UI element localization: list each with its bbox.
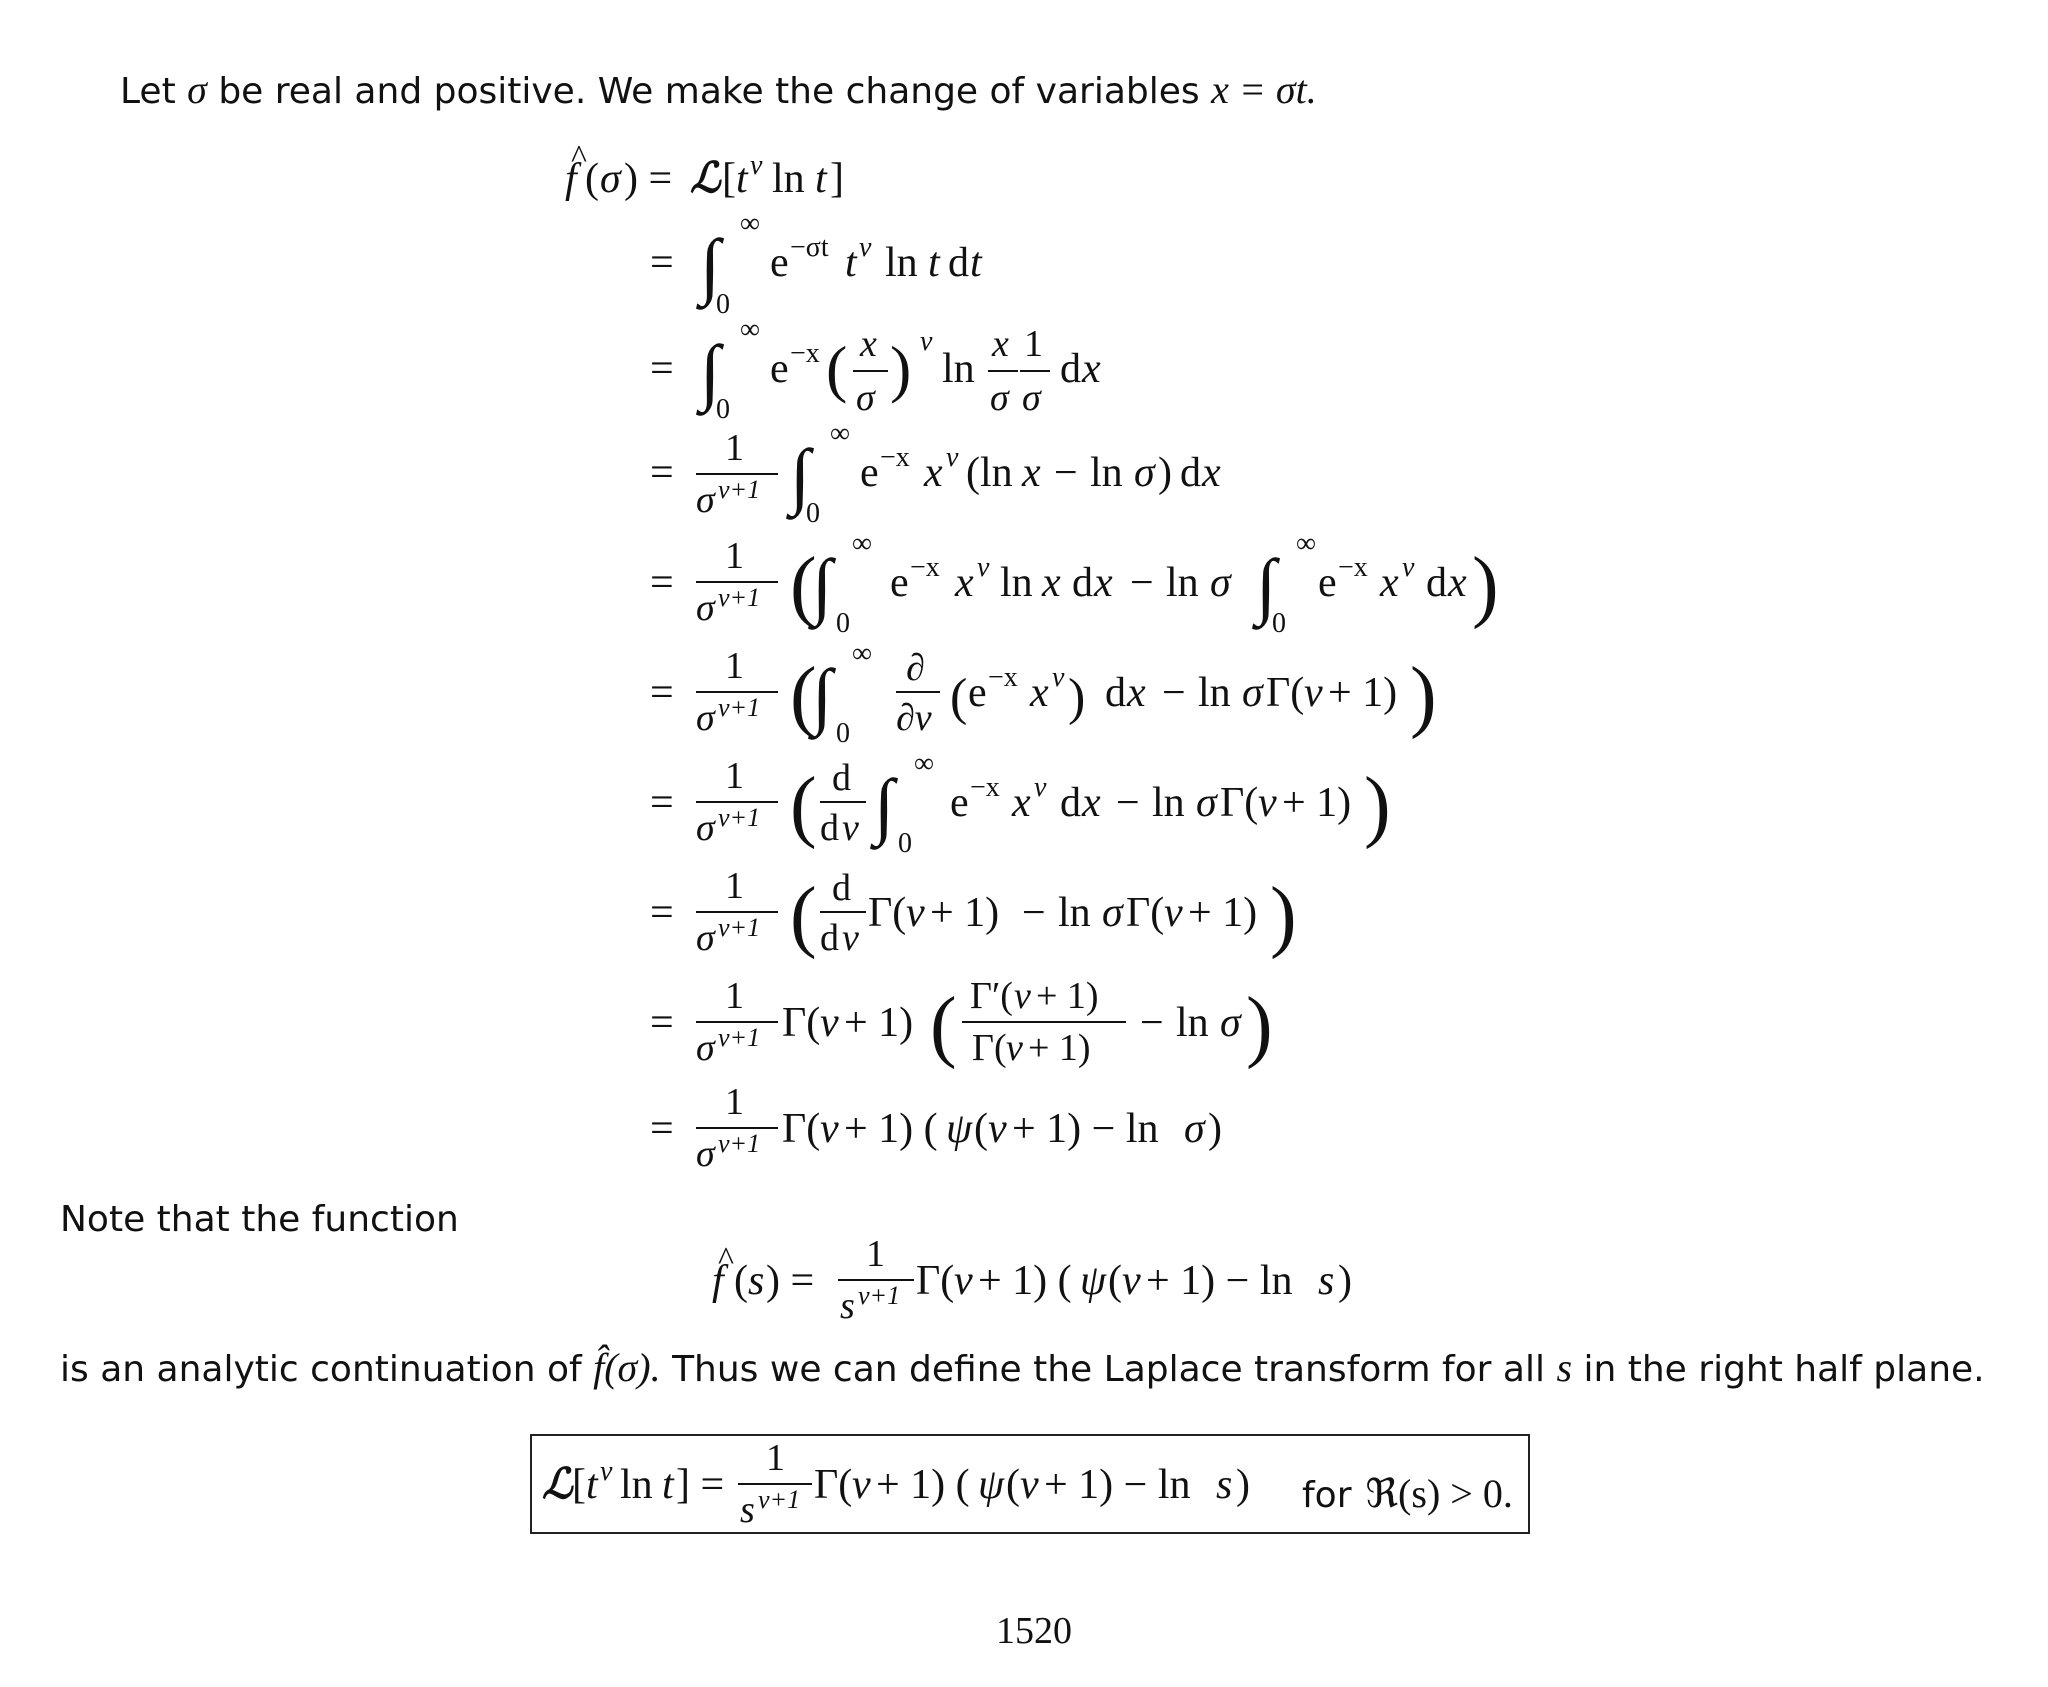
- svg-text:∫: ∫: [790, 435, 811, 517]
- svg-text:σ: σ: [1022, 377, 1041, 419]
- svg-text:1: 1: [725, 427, 744, 469]
- svg-text:−: −: [1116, 780, 1140, 826]
- svg-text:σ: σ: [696, 1133, 715, 1175]
- svg-text:): ): [1364, 762, 1391, 850]
- continuation-line: [60, 1345, 1985, 1390]
- svg-text:∫: ∫: [700, 225, 721, 307]
- svg-text:ν: ν: [920, 326, 933, 357]
- svg-text:] =: ] =: [676, 1462, 725, 1508]
- svg-text:ν: ν: [906, 890, 925, 936]
- svg-text:1: 1: [1024, 323, 1043, 365]
- continuation-before: is an analytic continuation of: [60, 1349, 582, 1390]
- svg-text:ψ: ψ: [946, 1106, 973, 1152]
- svg-text:0: 0: [836, 608, 850, 639]
- svg-text:σ: σ: [1134, 450, 1155, 496]
- continuation-after-a: Thus we can define the Laplace transform for all: [672, 1349, 1545, 1390]
- svg-text:−: −: [1140, 1000, 1164, 1046]
- svg-text:∞: ∞: [830, 418, 850, 449]
- svg-text:t: t: [928, 240, 940, 286]
- svg-text:s: s: [740, 1489, 755, 1531]
- svg-text:t: t: [586, 1462, 598, 1508]
- svg-text:): ): [1472, 542, 1499, 630]
- derivation-line-7: [650, 748, 1391, 859]
- svg-text:Γ(: Γ(: [1126, 890, 1165, 936]
- svg-text:ν: ν: [842, 807, 859, 849]
- svg-text:=: =: [650, 346, 674, 392]
- svg-text:ν+1: ν+1: [718, 583, 761, 612]
- svg-text:σ: σ: [696, 1027, 715, 1069]
- svg-text:ν: ν: [946, 442, 959, 473]
- svg-text:e: e: [968, 670, 987, 716]
- svg-text:t: t: [815, 156, 827, 202]
- svg-text:) =: ) =: [624, 156, 673, 202]
- note-formula: [712, 1233, 1352, 1327]
- svg-text:ν: ν: [1164, 890, 1183, 936]
- svg-text:1: 1: [725, 645, 744, 687]
- svg-text:d: d: [1060, 780, 1081, 826]
- svg-text:(: (: [950, 669, 968, 726]
- svg-text:(: (: [826, 333, 848, 404]
- svg-text:): ): [1158, 450, 1172, 496]
- svg-text:) =: ) =: [766, 1258, 815, 1304]
- svg-text:1: 1: [725, 755, 744, 797]
- svg-text:0: 0: [898, 828, 912, 859]
- derivation-line-6: [650, 638, 1437, 749]
- svg-text:ψ: ψ: [978, 1462, 1005, 1508]
- svg-text:): ): [1338, 1258, 1352, 1304]
- svg-text:ν+1: ν+1: [718, 1129, 761, 1158]
- svg-text:ν: ν: [1014, 975, 1031, 1017]
- svg-text:d: d: [1072, 560, 1093, 606]
- svg-text:ln: ln: [772, 156, 805, 202]
- svg-text:s: s: [840, 1285, 855, 1327]
- svg-text:d: d: [1426, 560, 1447, 606]
- svg-text:+ 1): + 1): [1328, 670, 1398, 716]
- svg-text:ν+1: ν+1: [718, 475, 761, 504]
- svg-text:−: −: [1022, 890, 1046, 936]
- svg-text:d: d: [832, 867, 851, 909]
- svg-text:t: t: [662, 1462, 674, 1508]
- svg-text:−x: −x: [880, 442, 910, 473]
- svg-text:0: 0: [806, 498, 820, 529]
- svg-text:σ: σ: [1242, 670, 1263, 716]
- svg-text:f: f: [565, 156, 577, 202]
- svg-text:x: x: [1012, 780, 1031, 826]
- svg-text:s: s: [748, 1258, 765, 1304]
- svg-text:d: d: [1105, 670, 1126, 716]
- svg-text:+ 1) − ln: + 1) − ln: [1044, 1462, 1191, 1508]
- svg-text:=: =: [650, 560, 674, 606]
- svg-text:0: 0: [1272, 608, 1286, 639]
- svg-text:+ 1) − ln: + 1) − ln: [1146, 1258, 1293, 1304]
- svg-text:=: =: [650, 1106, 674, 1152]
- svg-text:+ 1) − ln: + 1) − ln: [1012, 1106, 1159, 1152]
- svg-text:d: d: [948, 240, 969, 286]
- svg-text:(ln: (ln: [966, 450, 1013, 496]
- svg-text:Γ(: Γ(: [814, 1462, 853, 1508]
- svg-text:ν: ν: [820, 1000, 839, 1046]
- svg-text:=: =: [650, 1000, 674, 1046]
- svg-text:−x: −x: [1338, 552, 1368, 583]
- svg-text:σ: σ: [856, 377, 875, 419]
- svg-text:1: 1: [725, 975, 744, 1017]
- svg-text:x: x: [860, 323, 877, 365]
- svg-text:): ): [1068, 669, 1086, 726]
- svg-text:x: x: [1448, 560, 1467, 606]
- svg-text:x: x: [1082, 780, 1101, 826]
- intro-change-of-variables: x = σt.: [1211, 67, 1317, 112]
- intro-let: Let: [120, 71, 176, 112]
- svg-text:e: e: [770, 346, 789, 392]
- result-condition-math: ℜ(s) > 0.: [1365, 1471, 1513, 1516]
- svg-text:=: =: [650, 240, 674, 286]
- svg-text:d: d: [820, 807, 839, 849]
- intro-text: be real and positive. We make the change of variables: [218, 71, 1200, 112]
- svg-text:−x: −x: [970, 772, 1000, 803]
- page-number: 1520: [996, 1610, 1072, 1652]
- svg-text:ln: ln: [1152, 780, 1185, 826]
- svg-text:e: e: [860, 450, 879, 496]
- svg-text:d: d: [832, 757, 851, 799]
- svg-text:ν+1: ν+1: [718, 913, 761, 942]
- svg-text:+ 1): + 1): [1282, 780, 1352, 826]
- svg-text:−x: −x: [988, 662, 1018, 693]
- derivation-line-8: [650, 865, 1297, 960]
- svg-text:∫: ∫: [1256, 545, 1277, 627]
- svg-text:s: s: [1216, 1462, 1233, 1508]
- svg-text:t: t: [970, 240, 982, 286]
- svg-text:ν: ν: [1020, 1462, 1039, 1508]
- svg-text:σ: σ: [600, 156, 621, 202]
- continuation-after-b: in the right half plane.: [1583, 1349, 1985, 1390]
- svg-text:[: [: [722, 156, 736, 202]
- svg-text:∞: ∞: [740, 208, 760, 239]
- svg-text:+ 1): + 1): [844, 1000, 914, 1046]
- svg-text:+ 1) (: + 1) (: [978, 1258, 1072, 1304]
- svg-text:1: 1: [866, 1233, 885, 1275]
- svg-text:σ: σ: [1184, 1106, 1205, 1152]
- derivation-line-4: [650, 418, 1221, 529]
- svg-text:σ: σ: [1210, 560, 1231, 606]
- derivation-line-5: [650, 528, 1499, 639]
- svg-text:e: e: [770, 240, 789, 286]
- svg-text:ν: ν: [1052, 662, 1065, 693]
- svg-text:(: (: [790, 762, 817, 850]
- derivation-line-10: [650, 1081, 1222, 1175]
- svg-text:x: x: [1094, 560, 1113, 606]
- svg-text:Γ(: Γ(: [972, 1027, 1007, 1069]
- svg-text:0: 0: [716, 289, 730, 320]
- svg-text:ν: ν: [1402, 552, 1415, 583]
- svg-text:x: x: [1030, 670, 1049, 716]
- svg-text:∂: ∂: [906, 647, 925, 689]
- svg-text:ν: ν: [842, 917, 859, 959]
- svg-text:ν+1: ν+1: [758, 1485, 801, 1514]
- svg-text:^: ^: [571, 139, 587, 176]
- svg-text:ln: ln: [1058, 890, 1091, 936]
- svg-text:x: x: [1042, 560, 1061, 606]
- svg-text:x: x: [1022, 450, 1041, 496]
- svg-text:ν: ν: [1122, 1258, 1141, 1304]
- svg-text:(: (: [790, 652, 817, 740]
- svg-text:∞: ∞: [740, 314, 760, 345]
- svg-text:1: 1: [725, 1081, 744, 1123]
- svg-text:x: x: [1380, 560, 1399, 606]
- result-condition: [1302, 1471, 1513, 1516]
- svg-text:σ: σ: [696, 587, 715, 629]
- svg-text:ν: ν: [1258, 780, 1277, 826]
- svg-text:∫: ∫: [812, 545, 833, 627]
- svg-text:): ): [1246, 982, 1273, 1070]
- svg-text:−: −: [1130, 560, 1154, 606]
- svg-text:x: x: [955, 560, 974, 606]
- svg-text:(: (: [585, 156, 599, 202]
- svg-text:t: t: [736, 156, 748, 202]
- svg-text:ν: ν: [1304, 670, 1323, 716]
- svg-text:σ: σ: [1196, 780, 1217, 826]
- svg-text:e: e: [890, 560, 909, 606]
- svg-text:+ 1) (: + 1) (: [876, 1462, 970, 1508]
- svg-text:): ): [1270, 872, 1297, 960]
- svg-text:ν+1: ν+1: [718, 803, 761, 832]
- svg-text:x: x: [924, 450, 943, 496]
- intro-sigma: σ: [187, 67, 207, 112]
- svg-text:ν: ν: [750, 150, 763, 181]
- svg-text:−x: −x: [790, 338, 820, 369]
- svg-text:ln: ln: [620, 1462, 653, 1508]
- svg-text:1: 1: [725, 865, 744, 907]
- derivation-line-3: [650, 314, 1101, 425]
- svg-text:(: (: [734, 1258, 748, 1304]
- svg-text:−x: −x: [910, 552, 940, 583]
- svg-text:x: x: [1202, 450, 1221, 496]
- svg-text:^: ^: [718, 1241, 734, 1278]
- svg-text:ln: ln: [942, 346, 975, 392]
- svg-text:σ: σ: [696, 479, 715, 521]
- svg-text:ν: ν: [820, 1106, 839, 1152]
- svg-text:(: (: [1108, 1258, 1122, 1304]
- result-condition-word: for: [1302, 1475, 1352, 1516]
- svg-text:Γ(: Γ(: [916, 1258, 955, 1304]
- svg-text:ln: ln: [885, 240, 918, 286]
- svg-text:ν: ν: [1006, 1027, 1023, 1069]
- svg-text:1: 1: [766, 1437, 785, 1479]
- svg-text:∞: ∞: [852, 638, 872, 669]
- svg-text:ν+1: ν+1: [718, 1023, 761, 1052]
- svg-text:∂ν: ∂ν: [896, 697, 932, 739]
- derivation-line-1: [565, 139, 844, 202]
- svg-text:ν: ν: [600, 1456, 613, 1487]
- derivation-line-9: [650, 975, 1273, 1070]
- svg-text:ν: ν: [852, 1462, 871, 1508]
- svg-text:ν: ν: [954, 1258, 973, 1304]
- svg-text:σ: σ: [1102, 890, 1123, 936]
- svg-text:0: 0: [836, 718, 850, 749]
- svg-text:(: (: [930, 982, 957, 1070]
- derivation-line-2: [650, 208, 983, 320]
- svg-text:∞: ∞: [914, 748, 934, 779]
- svg-text:d: d: [1060, 346, 1081, 392]
- svg-text:=: =: [650, 780, 674, 826]
- svg-text:ln: ln: [1198, 670, 1231, 716]
- svg-text:e: e: [1318, 560, 1337, 606]
- svg-text:σ: σ: [990, 377, 1009, 419]
- svg-text:s: s: [1318, 1258, 1335, 1304]
- svg-text:Γ(: Γ(: [782, 1106, 821, 1152]
- svg-text:ν: ν: [977, 552, 990, 583]
- svg-text:f: f: [712, 1258, 724, 1304]
- svg-text:ln: ln: [1090, 450, 1123, 496]
- svg-text:∫: ∫: [812, 655, 833, 737]
- svg-text:=: =: [650, 450, 674, 496]
- svg-text:−σt: −σt: [790, 232, 829, 263]
- svg-text:Γ(: Γ(: [782, 1000, 821, 1046]
- svg-text:+ 1): + 1): [1188, 890, 1258, 936]
- svg-text:∫: ∫: [874, 765, 895, 847]
- svg-text:): ): [1236, 1462, 1250, 1508]
- svg-text:e: e: [950, 780, 969, 826]
- svg-text:[: [: [572, 1462, 586, 1508]
- svg-text:): ): [890, 333, 912, 404]
- svg-text:σ: σ: [696, 807, 715, 849]
- svg-text:−: −: [1162, 670, 1186, 716]
- svg-text:): ): [1410, 652, 1437, 740]
- svg-text:(: (: [790, 872, 817, 960]
- svg-text:(: (: [974, 1106, 988, 1152]
- svg-text:x: x: [992, 323, 1009, 365]
- svg-text:): ): [1208, 1106, 1222, 1152]
- svg-text:σ: σ: [696, 697, 715, 739]
- svg-text:=: =: [650, 670, 674, 716]
- svg-text:ν+1: ν+1: [858, 1281, 901, 1310]
- svg-text:ν: ν: [859, 232, 872, 263]
- svg-text:=: =: [650, 890, 674, 936]
- svg-text:ln: ln: [1000, 560, 1033, 606]
- svg-text:σ: σ: [696, 917, 715, 959]
- svg-text:x: x: [1082, 346, 1101, 392]
- svg-text:ν+1: ν+1: [718, 693, 761, 722]
- note-text: Note that the function: [60, 1199, 459, 1240]
- svg-text:Γ′(: Γ′(: [970, 975, 1013, 1017]
- svg-text:d: d: [1180, 450, 1201, 496]
- svg-text:σ: σ: [1220, 1000, 1241, 1046]
- svg-text:ℒ: ℒ: [690, 156, 721, 202]
- svg-text:Γ(: Γ(: [868, 890, 907, 936]
- svg-text:+ 1): + 1): [930, 890, 1000, 936]
- continuation-symbol: f̂(σ).: [593, 1345, 661, 1390]
- svg-text:−: −: [1054, 450, 1078, 496]
- svg-text:ν: ν: [988, 1106, 1007, 1152]
- svg-text:∞: ∞: [1296, 528, 1316, 559]
- svg-text:∞: ∞: [852, 528, 872, 559]
- svg-text:ln: ln: [1166, 560, 1199, 606]
- svg-text:x: x: [1127, 670, 1146, 716]
- svg-text:]: ]: [830, 156, 844, 202]
- svg-text:ln: ln: [1176, 1000, 1209, 1046]
- svg-text:ν: ν: [1034, 772, 1047, 803]
- svg-text:(: (: [790, 542, 817, 630]
- svg-text:Γ(: Γ(: [1266, 670, 1305, 716]
- svg-text:1: 1: [725, 535, 744, 577]
- svg-text:ψ: ψ: [1080, 1258, 1107, 1304]
- svg-text:0: 0: [716, 394, 730, 425]
- continuation-s: s: [1556, 1345, 1573, 1390]
- svg-text:+ 1): + 1): [1028, 1027, 1091, 1069]
- svg-text:t: t: [845, 240, 857, 286]
- svg-text:(: (: [1006, 1462, 1020, 1508]
- svg-text:Γ(: Γ(: [1220, 780, 1259, 826]
- svg-text:ℒ: ℒ: [542, 1462, 573, 1508]
- svg-text:+ 1) (: + 1) (: [844, 1106, 938, 1152]
- svg-text:d: d: [820, 917, 839, 959]
- svg-text:∫: ∫: [700, 331, 721, 413]
- svg-text:+ 1): + 1): [1036, 975, 1099, 1017]
